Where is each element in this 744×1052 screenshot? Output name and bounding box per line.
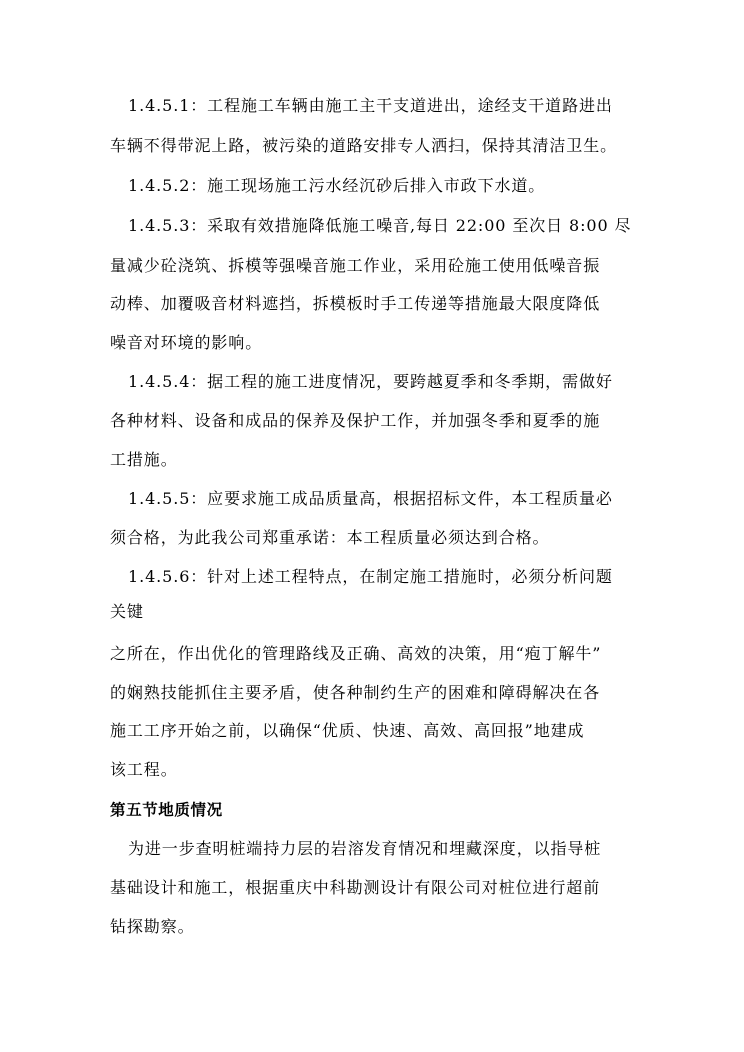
paragraph-1-4-5-1-line-2: 车辆不得带泥上路，被污染的道路安排专人洒扫，保持其清洁卫生。 xyxy=(110,136,618,155)
paragraph-1-4-5-6-line-1: 1.4.5.6：针对上述工程特点，在制定施工措施时，必须分析问题 xyxy=(128,567,613,586)
paragraph-1-4-5-5-line-2: 须合格，为此我公司郑重承诺：本工程质量必须达到合格。 xyxy=(110,528,550,547)
paragraph-1-4-5-6-line-6: 该工程。 xyxy=(110,760,178,779)
paragraph-1-4-5-5-line-1: 1.4.5.5：应要求施工成品质量高，根据招标文件，本工程质量必 xyxy=(128,489,613,508)
section-paragraph-line-3: 钻探勘察。 xyxy=(110,917,195,936)
paragraph-1-4-5-3-line-2: 量减少砼浇筑、拆模等强噪音施工作业，采用砼施工使用低噪音振 xyxy=(110,256,601,275)
paragraph-1-4-5-2-line-1: 1.4.5.2：施工现场施工污水经沉砂后排入市政下水道。 xyxy=(128,176,546,195)
section-heading: 第五节地质情况 xyxy=(110,801,223,819)
paragraph-1-4-5-6-line-4: 的娴熟技能抓住主要矛盾，使各种制约生产的困难和障碍解决在各 xyxy=(110,683,601,702)
paragraph-1-4-5-6-line-3: 之所在，作出优化的管理路线及正确、高效的决策，用“疱丁解牛” xyxy=(110,644,602,663)
section-paragraph-line-2: 基础设计和施工，根据重庆中科勘测设计有限公司对桩位进行超前 xyxy=(110,878,601,897)
paragraph-1-4-5-3-line-1: 1.4.5.3：采取有效措施降低施工噪音,每日 22:00 至次日 8:00 尽 xyxy=(128,216,632,235)
paragraph-1-4-5-4-line-3: 工措施。 xyxy=(110,450,178,469)
paragraph-1-4-5-6-line-5: 施工工序开始之前，以确保“优质、快速、高效、高回报”地建成 xyxy=(110,721,585,740)
paragraph-1-4-5-3-line-3: 动棒、加覆吸音材料遮挡，拆模板时手工传递等措施最大限度降低 xyxy=(110,294,601,313)
paragraph-1-4-5-1-line-1: 1.4.5.1：工程施工车辆由施工主干支道进出，途经支干道路进出 xyxy=(128,96,613,115)
paragraph-1-4-5-4-line-2: 各种材料、设备和成品的保养及保护工作，并加强冬季和夏季的施 xyxy=(110,411,601,430)
paragraph-1-4-5-3-line-4: 噪音对环境的影响。 xyxy=(110,333,263,352)
section-paragraph-line-1: 为进一步查明桩端持力层的岩溶发育情况和埋藏深度，以指导桩 xyxy=(128,839,602,858)
paragraph-1-4-5-4-line-1: 1.4.5.4：据工程的施工进度情况，要跨越夏季和冬季期，需做好 xyxy=(128,372,613,391)
paragraph-1-4-5-6-line-2: 关键 xyxy=(110,602,144,621)
